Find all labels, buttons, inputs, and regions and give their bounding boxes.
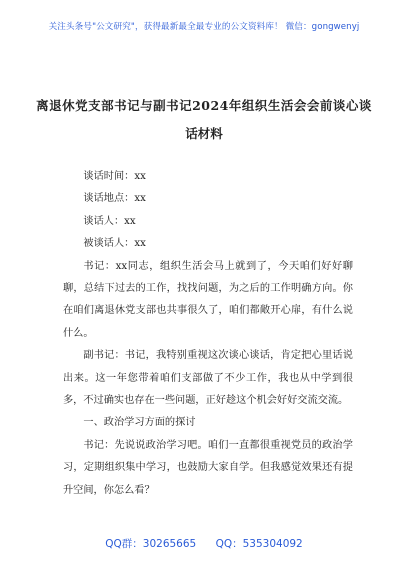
document-title-line2: 话材料 (185, 126, 223, 141)
meta-place: 谈话地点：xx (83, 193, 146, 205)
footer-contact (0, 536, 408, 551)
document-title-line1: 离退休党支部书记与副书记2024年组织生活会会前谈心谈 (36, 98, 372, 113)
body-paragraph: 书记：xx同志，组织生活会马上就到了，今天咱们好好聊聊，总结下过去的工作，找找问题，为之后的工作明确方向。你在咱们离退休党支部也共事很久了，咱们都敞开心扉，有什么说什么。 (63, 260, 353, 339)
document-body (63, 166, 353, 502)
meta-speaker: 谈话人：xx (83, 215, 136, 227)
footer-qq: QQ：535304092 (215, 538, 303, 550)
section-heading: 一、政治学习方面的探讨 (83, 417, 196, 429)
header-promo-note: 关注头条号"公文研究"，获得最新最全最专业的公文资料库！ 微信：gongwenyj (48, 22, 360, 32)
body-paragraph: 副书记：书记，我特别重视这次谈心谈话，肯定把心里话说出来。这一年您带着咱们支部做了不少工作，我也从中学到很多，不过确实也存在一些问题，正好趁这个机会好好交流交流。 (63, 350, 353, 407)
meta-time: 谈话时间：xx (83, 171, 146, 182)
body-paragraph: 书记：先说说政治学习吧。咱们一直都很重视党员的政治学习，定期组织集中学习，也鼓励大家自学。但我感觉效果还有提升空间，你怎么看？ (63, 439, 353, 496)
footer-qq-group: QQ群：30265665 (105, 538, 197, 550)
meta-listener: 被谈话人：xx (83, 238, 146, 250)
